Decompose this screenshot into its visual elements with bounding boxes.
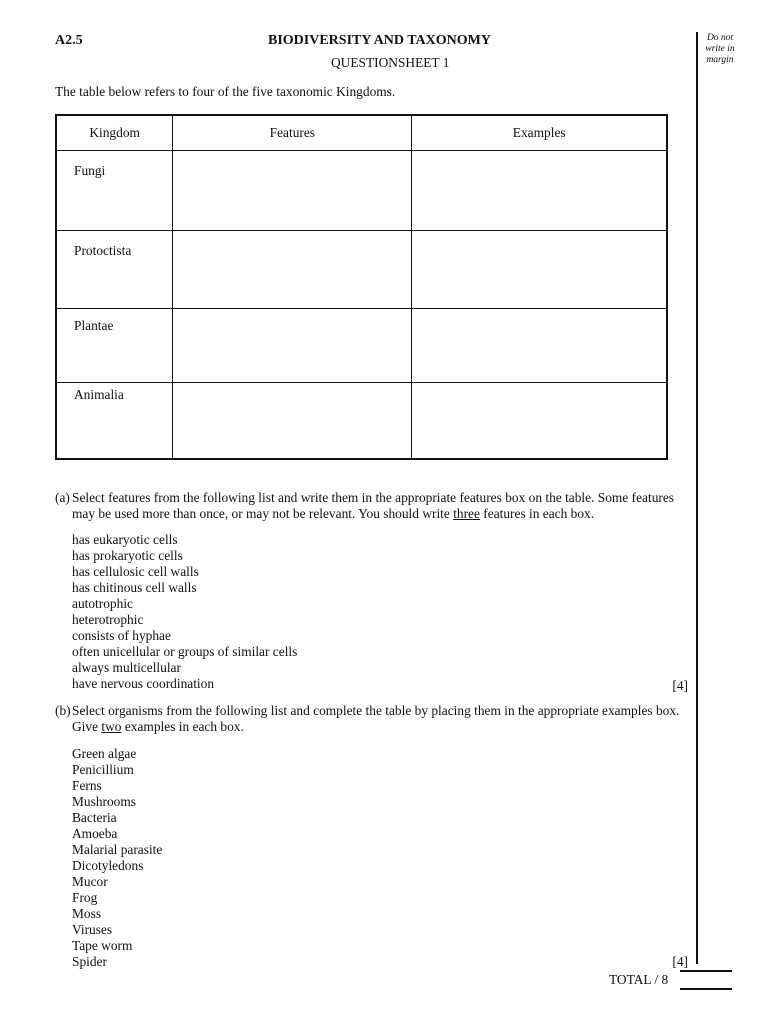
table-row xyxy=(56,151,667,231)
features-answer-cell[interactable] xyxy=(173,151,412,231)
part-b-instructions xyxy=(72,703,692,735)
examples-answer-cell[interactable] xyxy=(412,151,667,231)
features-list xyxy=(72,532,297,692)
table-row xyxy=(56,309,667,383)
list-item: Ferns xyxy=(72,778,102,793)
kingdom-cell: Fungi xyxy=(56,151,173,231)
list-item: Penicillium xyxy=(72,762,134,777)
list-item: Mushrooms xyxy=(72,794,136,809)
table-row xyxy=(56,383,667,459)
table-header-row xyxy=(56,115,667,151)
list-item: has prokaryotic cells xyxy=(72,548,183,563)
part-b-marks: [4] xyxy=(672,954,688,969)
kingdom-cell: Protoctista xyxy=(56,231,173,309)
header-features: Features xyxy=(173,115,412,151)
list-item: have nervous coordination xyxy=(72,676,215,691)
list-item: has cellulosic cell walls xyxy=(72,564,199,579)
part-a-marks: [4] xyxy=(672,678,688,693)
list-item: Bacteria xyxy=(72,810,117,825)
page-title: BIODIVERSITY AND TAXONOMY xyxy=(268,33,491,48)
list-item: often unicellular or groups of similar cells xyxy=(72,644,298,659)
examples-answer-cell[interactable] xyxy=(412,231,667,309)
header-kingdom: Kingdom xyxy=(56,115,173,151)
marks-answer-line xyxy=(680,970,732,972)
examples-answer-cell[interactable] xyxy=(412,309,667,383)
features-answer-cell[interactable] xyxy=(173,309,412,383)
total-marks: TOTAL / 8 xyxy=(609,972,669,987)
list-item: has eukaryotic cells xyxy=(72,532,178,547)
part-a-label: (a) xyxy=(55,490,70,505)
features-answer-cell[interactable] xyxy=(173,231,412,309)
question-code: A2.5 xyxy=(55,33,83,48)
margin-line xyxy=(696,32,698,964)
part-b-text-after: examples in each box. xyxy=(121,719,244,734)
list-item: Viruses xyxy=(72,922,113,937)
page-subtitle: QUESTIONSHEET 1 xyxy=(331,55,450,70)
part-a-text-after: features in each box. xyxy=(479,506,595,521)
list-item: autotrophic xyxy=(72,596,133,611)
list-item: consists of hyphae xyxy=(72,628,171,643)
list-item: Dicotyledons xyxy=(72,858,144,873)
margin-note: Do not write in margin xyxy=(705,33,735,65)
features-answer-cell[interactable] xyxy=(173,383,412,459)
list-item: Tape worm xyxy=(72,938,133,953)
list-item: Green algae xyxy=(72,746,137,761)
part-b-label: (b) xyxy=(55,703,71,718)
list-item: Frog xyxy=(72,890,98,905)
part-b-emphasis: two xyxy=(101,719,122,734)
list-item: has chitinous cell walls xyxy=(72,580,197,595)
list-item: Spider xyxy=(72,954,107,969)
part-a-instructions xyxy=(72,490,692,522)
part-b-text-before: Select organisms from the following list and complete the table by placing them in the appropriate examples box. Give xyxy=(72,703,680,734)
examples-answer-cell[interactable] xyxy=(412,383,667,459)
part-a-emphasis: three xyxy=(453,506,480,521)
organisms-list xyxy=(72,746,162,970)
table-row xyxy=(56,231,667,309)
list-item: heterotrophic xyxy=(72,612,144,627)
list-item: always multicellular xyxy=(72,660,181,675)
list-item: Amoeba xyxy=(72,826,118,841)
kingdom-cell: Plantae xyxy=(56,309,173,383)
header-examples: Examples xyxy=(412,115,667,151)
kingdoms-table xyxy=(55,114,668,460)
list-item: Mucor xyxy=(72,874,108,889)
intro-text: The table below refers to four of the five taxonomic Kingdoms. xyxy=(55,84,396,99)
total-answer-line xyxy=(680,988,732,990)
list-item: Malarial parasite xyxy=(72,842,163,857)
part-a-text-before: Select features from the following list and write them in the appropriate features box on the table. Some features may be used more than once, or may not be relevant. You should write xyxy=(72,490,675,521)
kingdom-cell: Animalia xyxy=(56,383,173,459)
list-item: Moss xyxy=(72,906,102,921)
